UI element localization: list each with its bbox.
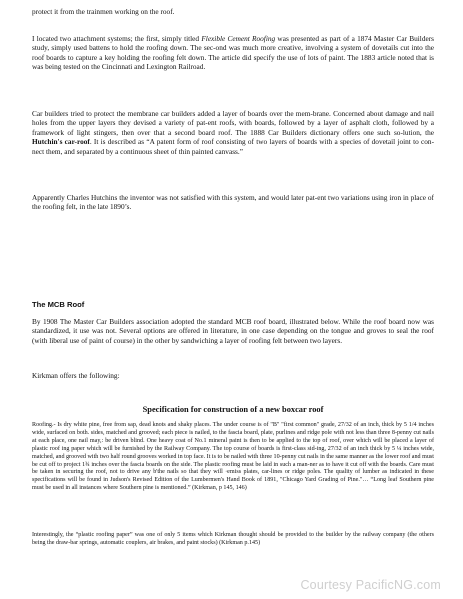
specification-title: Specification for construction of a new boxcar roof bbox=[142, 405, 324, 414]
section-heading-mcb-roof: The MCB Roof bbox=[32, 300, 85, 309]
watermark: Courtesy PacificNG.com bbox=[300, 578, 441, 592]
paragraph-kirkman-intro: Kirkman offers the following: bbox=[32, 371, 120, 380]
specification-text: Roofing.- Is dry white pine, free from sap, dead knots and shaky places. The under course is of "B" "first common" grade, 27/32 of an inch, thick by 5 1/4 inches wide, surfaced on both. sides, matched and grooved; each piece is nailed, to the fascia board, plate, purlines and ridge pole with not less than three 8-penny cut nails at each place, one nail may,: be driven blind. One heavy coat of No.1 mineral paint is then to be applied to the top of roof, over which will be placed a layer of plastic roof ing paper which will be furnished by the Railway Company. The top course of boards is first-class sid-ing, 27/32 of an inch thick by 5 ¼ inches wide, matched, and grooved with two half round grooves worked in top face. It is to be nailed with three 10-penny cut nails in the same manner as the lower roof and must be cut off to project 1¾ inches over the fascia boards on the side. The plastic roofing must be laid in such a man-ner as to have it cut off with the boards. Care must be taken in securing the roof, not to drive any b'the nails so that they will ·emiss plates, car-lines or ridge poles. The quality of lumber as indicated in these specifications will be found in Judson's Revised Edition of the Lumbermen's Hand Book of 1891, "Chicago Yard Grading of Pine."… “Long leaf Southern pine must be used in all instances where Southern pine is mentioned.” (Kirkman, p 145, 146) bbox=[32, 422, 434, 492]
paragraph-attachment-systems: I located two attachment systems; the first, simply titled Flexible Cement Roofing was presented as part of a 1874 Master Car Builders study, simply used battens to hold the roofing down. The sec-ond was much more creative, involving a system of dovetails cut into the roof boards to capture a key holding the roofing felt down. The article did specify the use of lots of paint. The 1883 article noted that is was being tested on the Cincinnati and Lexington Railroad. bbox=[32, 34, 434, 72]
paragraph-hutchins: Apparently Charles Hutchins the inventor was not satisfied with this system, and would later pat-ent two variations using iron in place of the roofing felt, in the late 1890’s. bbox=[32, 193, 434, 212]
paragraph-mcb-roof: By 1908 The Master Car Builders association adopted the standard MCB roof board, illustrated below. While the roof board now was standardized, it use was not. Several options are offered in literature, in one case depending on the tongue and groves to seal the roof (with liberal use of paint of course) in the other by sandwiching a layer of roofing felt between two layers. bbox=[32, 317, 434, 345]
paragraph-car-builders: Car builders tried to protect the membrane car builders added a layer of boards over the mem-brane. Concerned about damage and nail holes from the upper layers they devised a variety of pat-ent roofs, with boards, followed by a layer of asphalt cloth, followed by a framework of light stingers, then over that a second board roof. The 1888 Car Builders dictionary offers one such so-lution, the Hutchin's car-roof. It is described as “A patent form of roof consisting of two layers of boards with a species of dovetail joint to con-nect them, and separated by a continuous sheet of thin painted canvass.” bbox=[32, 109, 434, 156]
paragraph-intro: protect it from the trainmen working on the roof. bbox=[32, 7, 175, 16]
flexible-cement-roofing-title: Flexible Cement Roofing bbox=[201, 34, 276, 43]
paragraph-plastic-roofing-paper: Interestingly, the “plastic roofing paper” was one of only 5 items which Kirkman thought should be provided to the builder by the railway company (the others being the draw-bar springs, automatic couplers, air brakes, and paint stocks) (Kirkman p.145) bbox=[32, 532, 434, 546]
hutchins-car-roof-term: Hutchin's car-roof bbox=[32, 137, 90, 147]
